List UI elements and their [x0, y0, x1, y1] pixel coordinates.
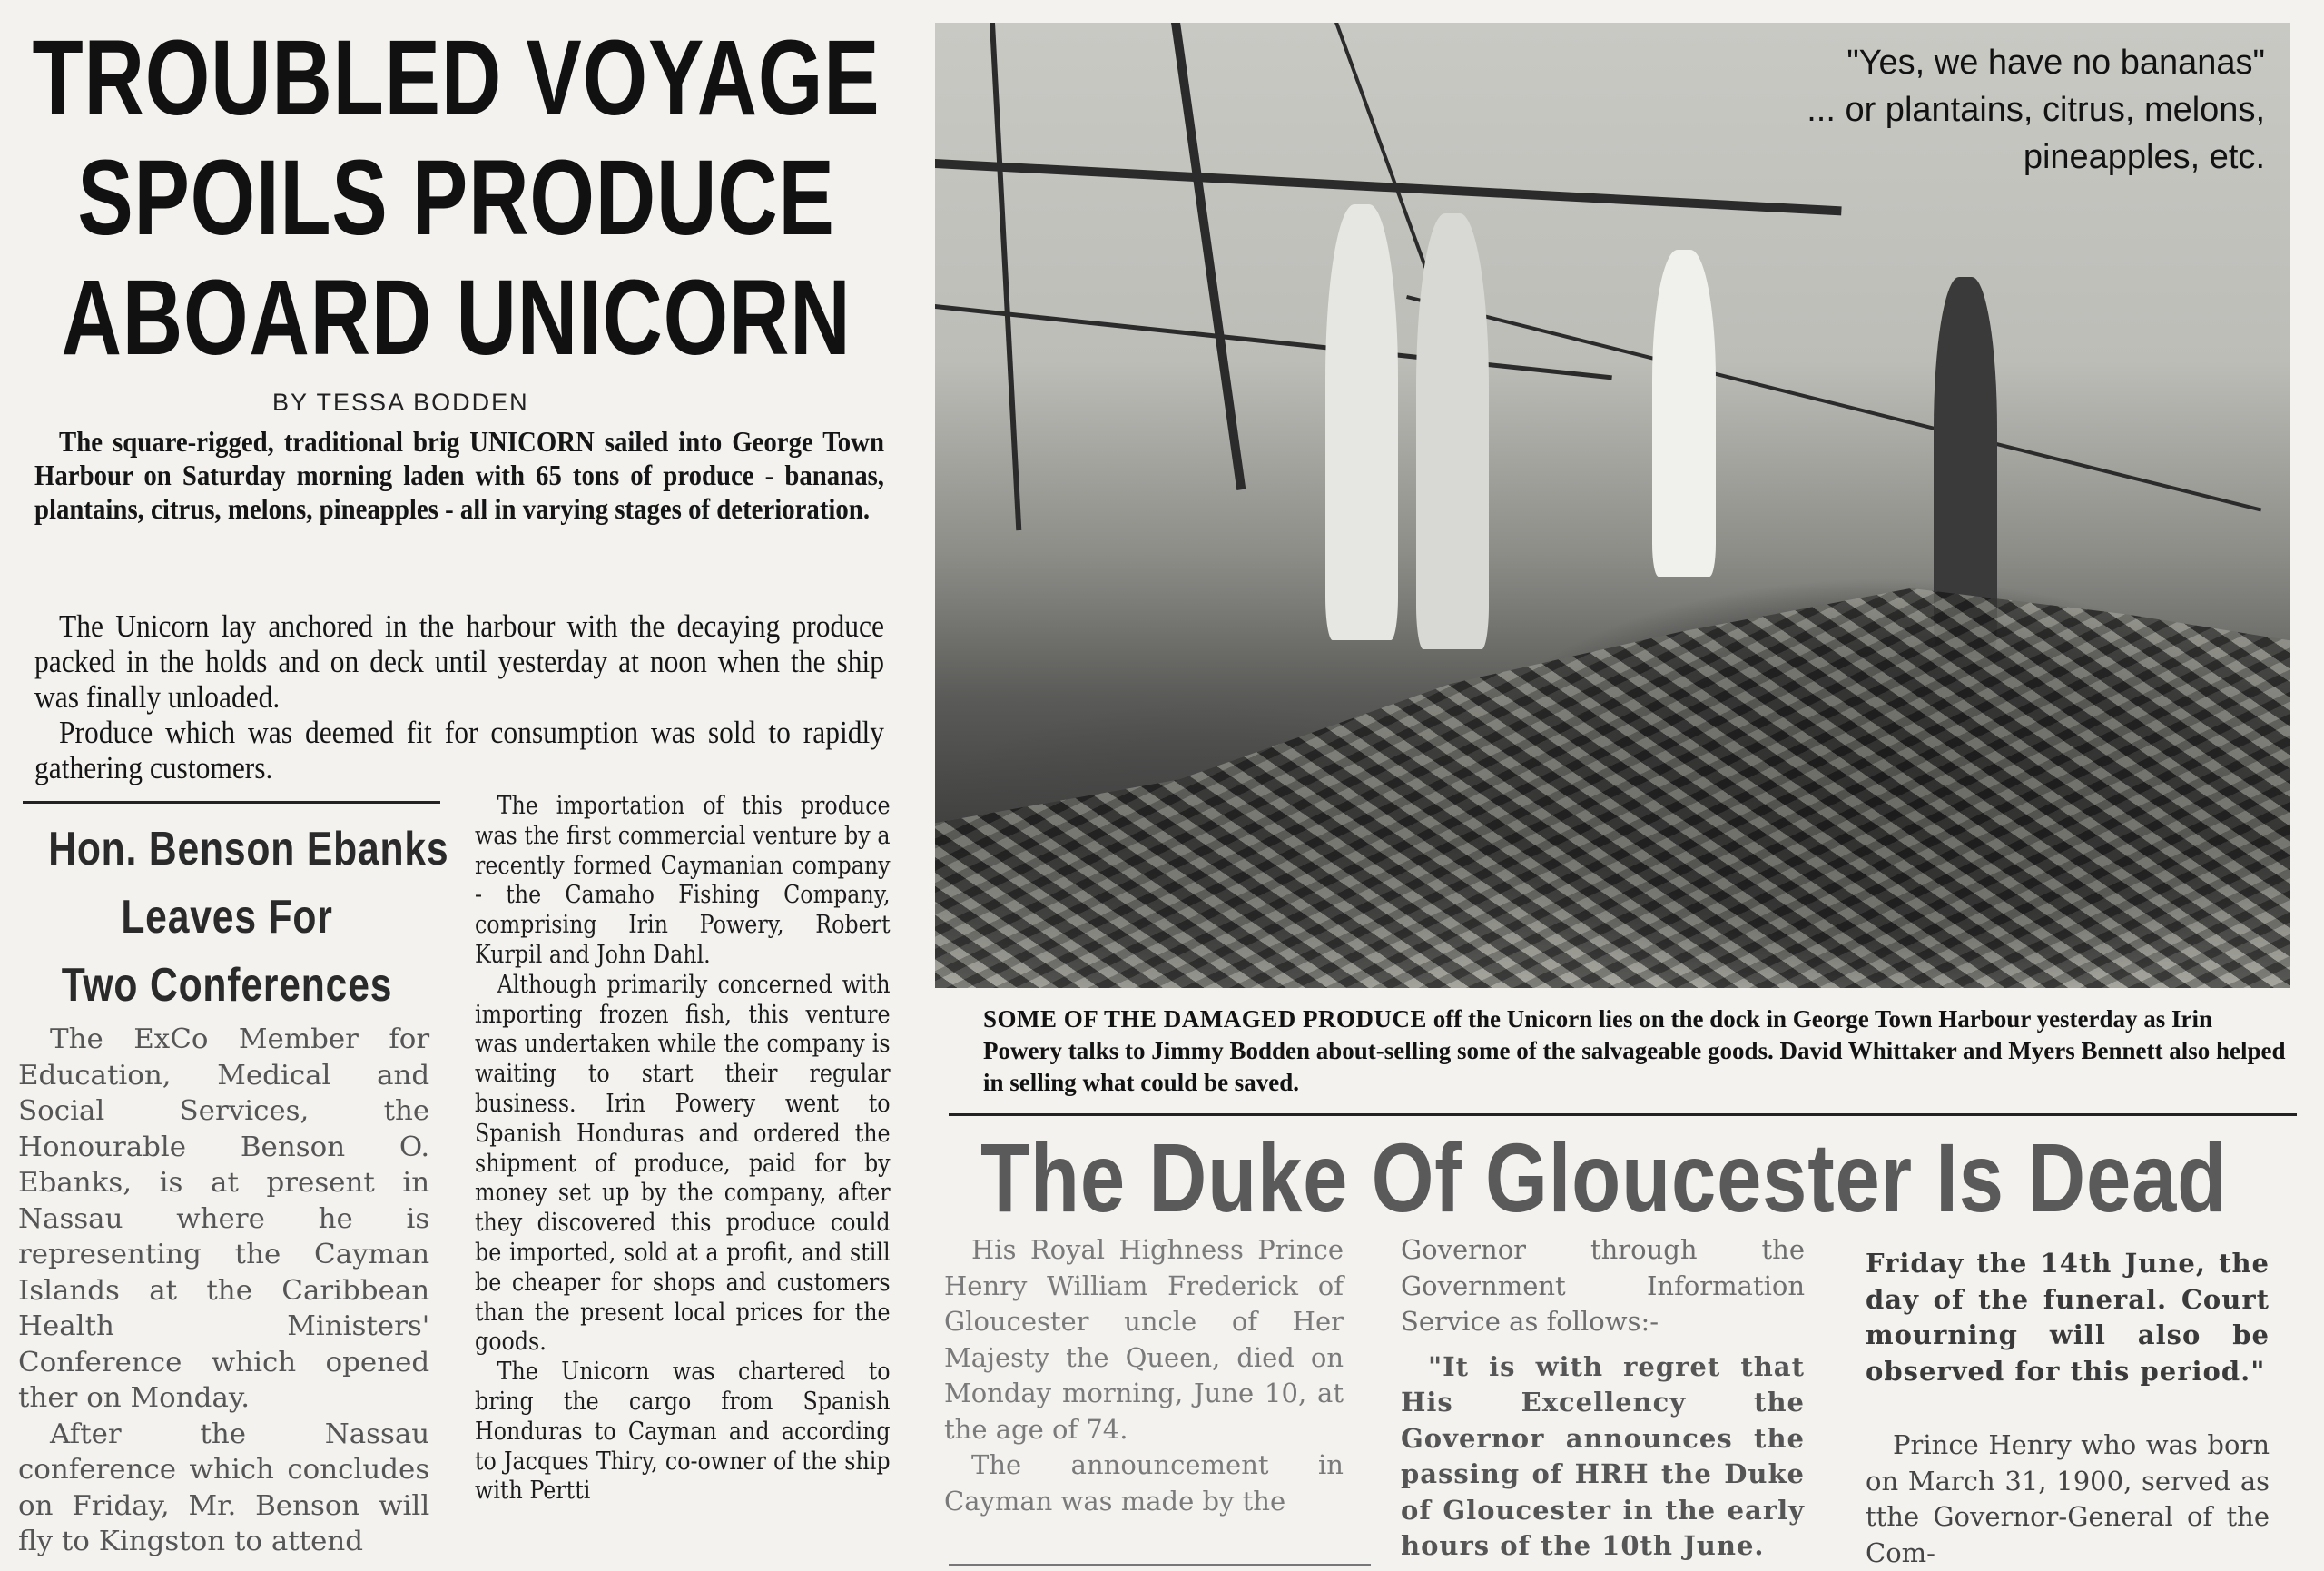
- person-figure: [1652, 250, 1716, 577]
- gloucester-headline: The Duke Of Gloucester Is Dead: [980, 1122, 2228, 1232]
- gloucester-column-3: [1866, 1246, 2270, 1571]
- produce-photo: [935, 23, 2290, 988]
- produce-pile-graphic: [935, 554, 2290, 988]
- column-divider-rule: [23, 801, 440, 804]
- section-divider-rule: [949, 1113, 2297, 1116]
- story-paragraph: The Unicorn was chartered to bring the cargo from Spanish Honduras to Cayman and according to Jacques Thiry, co-owner of the ship with Pertti: [475, 1358, 891, 1506]
- gloucester-column-1: [944, 1232, 1344, 1519]
- quote-line: ... or plantains, citrus, melons,: [1807, 91, 2265, 129]
- headline-line: Leaves For: [121, 891, 333, 944]
- headline-line: Hon. Benson Ebanks: [48, 823, 449, 875]
- lede-text: The square-rigged, traditional brig UNICORN sailed into George Town Harbour on Saturday morning laden with 65 tons of produce - bananas, plantains, citrus, melons, pineapples - all in varying stages of deterioration.: [34, 425, 884, 525]
- story-paragraph: Prince Henry who was born on March 31, 1900, served as tthe Governor-General of the Com-: [1866, 1429, 2270, 1568]
- lede-paragraph: [34, 425, 884, 526]
- quoted-paragraph: "It is with regret that His Excellency the Governor announces the passing of HRH the Duke of Gloucester in the early hours of the 10th June.: [1401, 1350, 1805, 1561]
- main-story-body: [34, 608, 884, 786]
- ship-mast-graphic: [990, 23, 1021, 530]
- ship-rope-graphic: [1406, 295, 2261, 512]
- story-paragraph: The announcement in Cayman was made by the: [944, 1449, 1344, 1517]
- photo-caption: [983, 1003, 2290, 1099]
- ship-mast-graphic: [1171, 23, 1246, 490]
- headline-line: ABOARD UNICORN: [61, 258, 852, 378]
- main-headline: [14, 18, 899, 378]
- byline: BY TESSA BODDEN: [272, 389, 529, 416]
- story-paragraph: His Royal Highness Prince Henry William Frederick of Gloucester uncle of Her Majesty the Queen, died on Monday morning, June 10, at the age of 74.: [944, 1234, 1344, 1445]
- story-paragraph: Friday the 14th June, the day of the funeral. Court mourning will also be observed for this period.": [1866, 1248, 2270, 1387]
- headline-line: Two Conferences: [61, 959, 393, 1012]
- person-figure: [1416, 213, 1489, 649]
- gloucester-column-2: [1401, 1232, 1805, 1565]
- column-end-rule: [949, 1564, 1371, 1566]
- story-paragraph: After the Nassau conference which concludes on Friday, Mr. Benson will fly to Kingston to attend: [18, 1418, 430, 1557]
- ship-rope-graphic: [935, 304, 1612, 380]
- headline-line: TROUBLED VOYAGE: [32, 18, 881, 138]
- headline-line: SPOILS PRODUCE: [77, 138, 835, 258]
- story-paragraph: The Unicorn lay anchored in the harbour with the decaying produce packed in the holds and on deck until yesterday at noon when the ship was finally unloaded.: [34, 608, 884, 715]
- benson-story-body: [18, 1022, 429, 1560]
- caption-lead: SOME OF THE DAMAGED PRODUCE: [983, 1005, 1428, 1033]
- main-story-continued: [475, 792, 891, 1507]
- story-paragraph: The ExCo Member for Education, Medical and Social Services, the Honourable Benson O. Ebanks, is at present in Nassau where he is representing the Cayman Islands at the Caribbean Health Ministers' Conference which opened ther on Monday.: [18, 1023, 430, 1414]
- story-paragraph: Although primarily concerned with importing frozen fish, this venture was undertaken while the company is waiting to start their regular business. Irin Powery went to Spanish Honduras and ordered the shipment of produce, paid for by money set up by the company, after they discovered this produce could be imported, sold at a profit, and still be cheaper for shops and customers than the present local prices for the goods.: [475, 970, 891, 1357]
- person-figure: [1325, 204, 1398, 640]
- story-paragraph: Produce which was deemed fit for consumption was sold to rapidly gathering customers.: [34, 715, 884, 786]
- story-paragraph: The importation of this produce was the first commercial venture by a recently formed Caymanian company - the Camaho Fishing Company, comprising Irin Powery, Robert Kurpil and John Dahl.: [475, 792, 891, 969]
- quote-line: pineapples, etc.: [2023, 138, 2265, 176]
- quote-line: "Yes, we have no bananas": [1846, 44, 2265, 82]
- benson-headline: [9, 815, 449, 1020]
- story-paragraph: Governor through the Government Information Service as follows:-: [1401, 1234, 1805, 1337]
- caption-text: off the Unicorn lies on the dock in George Town Harbour yesterday as Irin Powery talks to Jimmy Bodden about-selling some of the salvageable goods. David Whittaker and Myers Bennett also helped in selling what could be saved.: [983, 1005, 2286, 1096]
- photo-overlay-quote: [1630, 39, 2265, 181]
